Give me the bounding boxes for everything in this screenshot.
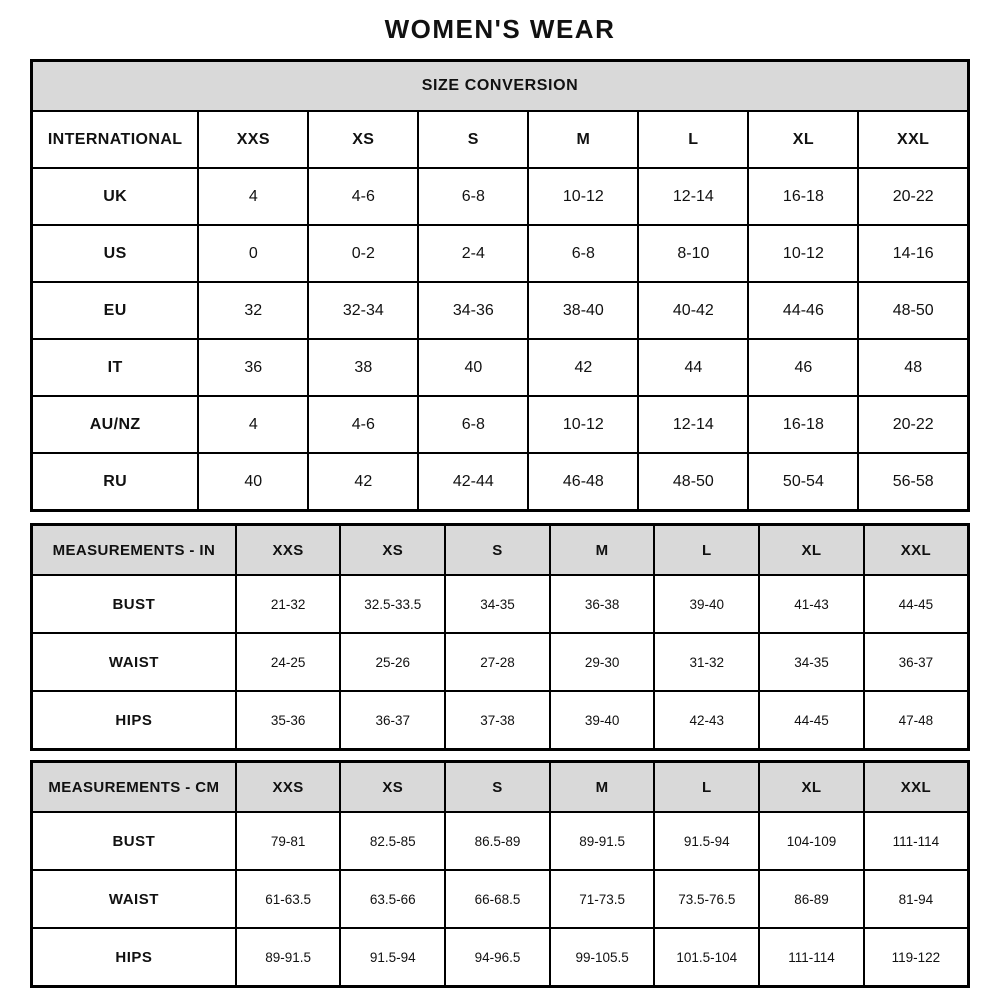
cell-bust-m: 89-91.5 [550,812,655,870]
cell-uk-xl: 16-18 [748,168,858,225]
cell-it-xl: 46 [748,339,858,396]
table-row [32,225,969,282]
cell-waist-s: 27-28 [445,633,550,691]
cell-uk-xs: 4-6 [308,168,418,225]
cell-it-xxl: 48 [858,339,968,396]
table-row [32,396,969,453]
cell-waist-xs: 25-26 [340,633,445,691]
table-row [32,453,969,511]
row-label-eu: EU [32,282,199,339]
cell-waist-s: 66-68.5 [445,870,550,928]
cell-waist-xxl: 36-37 [864,633,969,691]
cell-waist-m: 71-73.5 [550,870,655,928]
cell-hips-xl: 111-114 [759,928,864,987]
col-header-xxs: XXS [236,525,341,576]
cell-us-m: 6-8 [528,225,638,282]
table-row [32,812,969,870]
cell-us-s: 2-4 [418,225,528,282]
cell-uk-m: 10-12 [528,168,638,225]
col-header-s: S [445,525,550,576]
page-title: WOMEN'S WEAR [384,14,616,44]
cell-ru-xs: 42 [308,453,418,511]
row-label-uk: UK [32,168,199,225]
cell-au-nz-xs: 4-6 [308,396,418,453]
cell-eu-m: 38-40 [528,282,638,339]
cell-us-xxl: 14-16 [858,225,968,282]
col-header-l: L [638,111,748,168]
cell-bust-xl: 104-109 [759,812,864,870]
cell-it-m: 42 [528,339,638,396]
cell-ru-m: 46-48 [528,453,638,511]
cell-hips-xxl: 119-122 [864,928,969,987]
cell-it-xs: 38 [308,339,418,396]
cell-hips-xxs: 89-91.5 [236,928,341,987]
cell-hips-m: 39-40 [550,691,655,750]
cell-bust-l: 39-40 [654,575,759,633]
col-header-xxs: XXS [198,111,308,168]
col-header-l: L [654,762,759,813]
cell-it-xxs: 36 [198,339,308,396]
table-row [32,282,969,339]
cell-us-l: 8-10 [638,225,748,282]
cell-uk-l: 12-14 [638,168,748,225]
cell-hips-xxs: 35-36 [236,691,341,750]
cell-hips-s: 37-38 [445,691,550,750]
row-label-ru: RU [32,453,199,511]
col-header-xl: XL [759,762,864,813]
cell-uk-xxl: 20-22 [858,168,968,225]
col-header-international: INTERNATIONAL [32,111,199,168]
cell-it-s: 40 [418,339,528,396]
table-row [32,870,969,928]
cell-au-nz-m: 10-12 [528,396,638,453]
cell-bust-xs: 82.5-85 [340,812,445,870]
cell-ru-xl: 50-54 [748,453,858,511]
col-header-m: M [528,111,638,168]
cell-ru-l: 48-50 [638,453,748,511]
cell-bust-s: 86.5-89 [445,812,550,870]
cell-bust-m: 36-38 [550,575,655,633]
col-header-xl: XL [759,525,864,576]
row-label-hips: HIPS [32,928,236,987]
col-header-m: M [550,762,655,813]
cell-au-nz-xl: 16-18 [748,396,858,453]
header-row [32,525,969,576]
cell-bust-xxs: 79-81 [236,812,341,870]
cell-waist-xl: 34-35 [759,633,864,691]
cell-waist-xl: 86-89 [759,870,864,928]
cell-bust-xl: 41-43 [759,575,864,633]
col-header-measurements-cm: MEASUREMENTS - CM [32,762,236,813]
size-conversion-table [30,59,970,512]
cell-hips-xs: 91.5-94 [340,928,445,987]
cell-bust-s: 34-35 [445,575,550,633]
cell-waist-xxs: 24-25 [236,633,341,691]
col-header-xxl: XXL [858,111,968,168]
cell-bust-xs: 32.5-33.5 [340,575,445,633]
table-row [32,168,969,225]
col-header-l: L [654,525,759,576]
cell-hips-m: 99-105.5 [550,928,655,987]
row-label-au-nz: AU/NZ [32,396,199,453]
row-label-waist: WAIST [32,870,236,928]
cell-waist-l: 73.5-76.5 [654,870,759,928]
cell-waist-l: 31-32 [654,633,759,691]
row-label-hips: HIPS [32,691,236,750]
col-header-xs: XS [340,525,445,576]
cell-bust-xxl: 44-45 [864,575,969,633]
cell-bust-xxl: 111-114 [864,812,969,870]
cell-bust-l: 91.5-94 [654,812,759,870]
cell-eu-xxl: 48-50 [858,282,968,339]
col-header-m: M [550,525,655,576]
cell-au-nz-xxl: 20-22 [858,396,968,453]
cell-au-nz-xxs: 4 [198,396,308,453]
header-row [32,111,969,168]
cell-us-xl: 10-12 [748,225,858,282]
col-header-xl: XL [748,111,858,168]
col-header-xxs: XXS [236,762,341,813]
header-row [32,762,969,813]
row-label-it: IT [32,339,199,396]
col-header-xs: XS [308,111,418,168]
col-header-xs: XS [340,762,445,813]
col-header-xxl: XXL [864,525,969,576]
cell-eu-xxs: 32 [198,282,308,339]
table-banner-row [32,61,969,112]
cell-bust-xxs: 21-32 [236,575,341,633]
cell-hips-xxl: 47-48 [864,691,969,750]
cell-eu-l: 40-42 [638,282,748,339]
size-conversion-banner: SIZE CONVERSION [32,61,969,112]
cell-eu-xl: 44-46 [748,282,858,339]
col-header-xxl: XXL [864,762,969,813]
row-label-bust: BUST [32,575,236,633]
row-label-waist: WAIST [32,633,236,691]
cell-hips-xs: 36-37 [340,691,445,750]
col-header-s: S [445,762,550,813]
cell-it-l: 44 [638,339,748,396]
cell-hips-s: 94-96.5 [445,928,550,987]
cell-us-xxs: 0 [198,225,308,282]
cell-waist-m: 29-30 [550,633,655,691]
cell-ru-xxs: 40 [198,453,308,511]
cell-ru-s: 42-44 [418,453,528,511]
table-row [32,691,969,750]
cell-eu-s: 34-36 [418,282,528,339]
cell-hips-l: 42-43 [654,691,759,750]
measurements-cm-table [30,760,970,988]
cell-hips-l: 101.5-104 [654,928,759,987]
table-row [32,575,969,633]
row-label-us: US [32,225,199,282]
row-label-bust: BUST [32,812,236,870]
table-row [32,339,969,396]
measurements-in-table [30,523,970,751]
cell-eu-xs: 32-34 [308,282,418,339]
cell-uk-s: 6-8 [418,168,528,225]
col-header-s: S [418,111,528,168]
table-row [32,633,969,691]
col-header-measurements-in: MEASUREMENTS - IN [32,525,236,576]
table-row [32,928,969,987]
cell-us-xs: 0-2 [308,225,418,282]
cell-ru-xxl: 56-58 [858,453,968,511]
cell-waist-xxl: 81-94 [864,870,969,928]
cell-waist-xs: 63.5-66 [340,870,445,928]
cell-waist-xxs: 61-63.5 [236,870,341,928]
cell-au-nz-s: 6-8 [418,396,528,453]
cell-uk-xxs: 4 [198,168,308,225]
cell-hips-xl: 44-45 [759,691,864,750]
cell-au-nz-l: 12-14 [638,396,748,453]
